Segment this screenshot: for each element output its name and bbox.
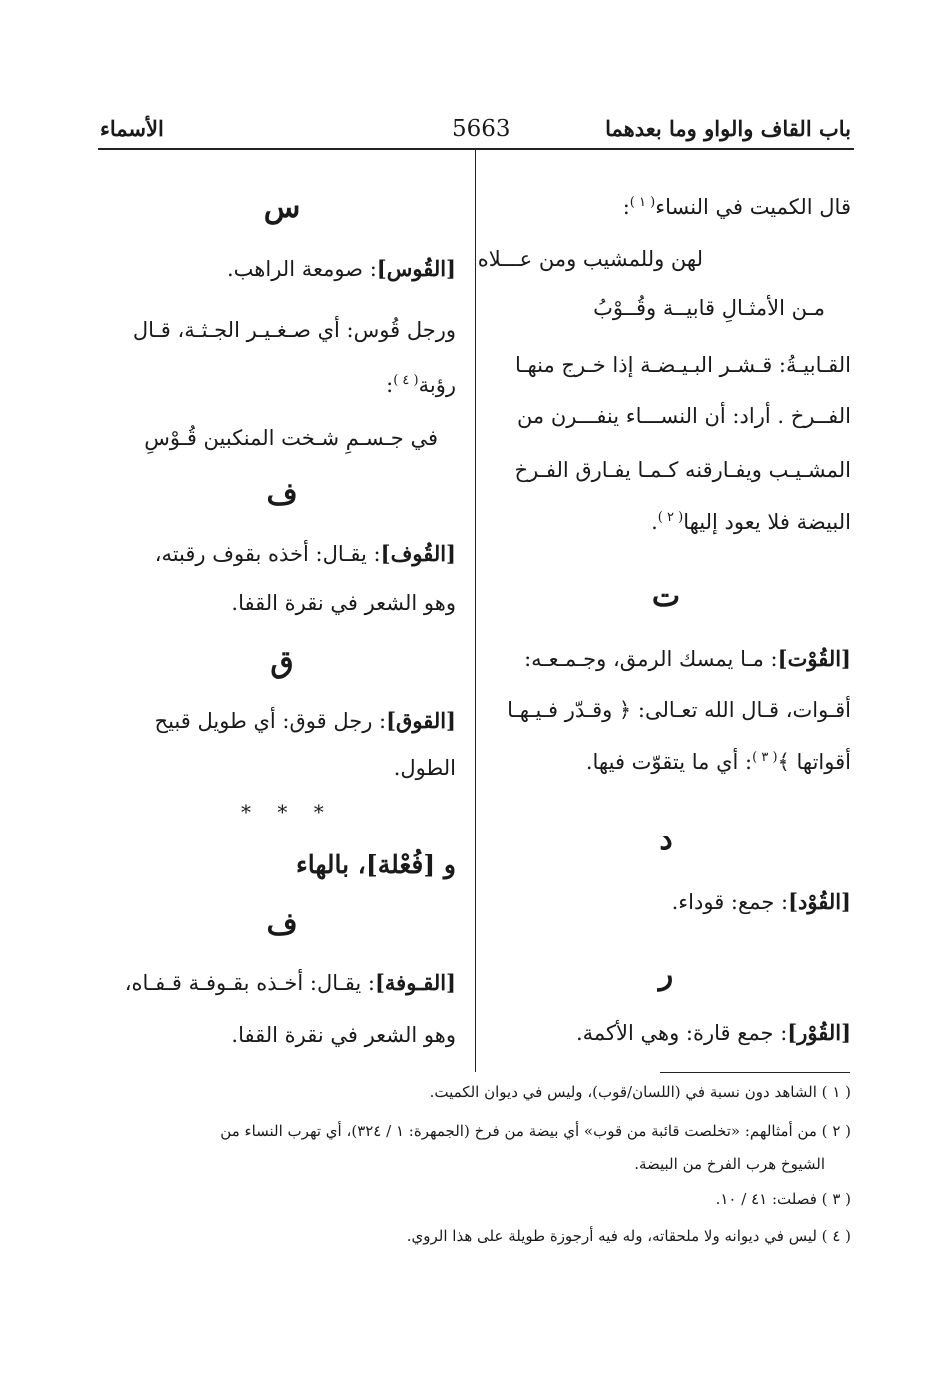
chapter-title: باب القاف والواو وما بعدهما — [605, 116, 851, 141]
footnote: ( ٤ ) ليس في ديوانه ولا ملحقاته، وله فيه أرجوزة طويلة على هذا الروي. — [406, 1227, 851, 1245]
entry-line: [القُوْر]: جمع قارة: وهي الأكمة. — [575, 1020, 851, 1045]
text-line: أقـوات، قـال الله تعـالى: ﴿ وقـدّر فـيـهـا — [507, 698, 851, 722]
text-line: البيضة فلا يعود إليها$^{( ٢ )}$. — [651, 510, 851, 534]
letter-heading-q: ق — [270, 645, 294, 680]
footnote: ( ١ ) الشاهد دون نسبة في (اللسان/قوب)، وليس في ديوان الكميت. — [429, 1083, 851, 1101]
letter-heading-f: ف — [266, 477, 298, 512]
text-line: المشـيـب ويفـارقنه كـمـا يفـارق الفـرخ — [514, 458, 851, 482]
text-line: وهو الشعر في نقرة القفا. — [231, 591, 456, 615]
text-line: الطول. — [393, 756, 456, 780]
verse-line: في جـسـمِ شـخت المنكبين قُـوْسِ — [144, 426, 438, 450]
section-separator: * * * — [241, 800, 334, 824]
verse-line: مـن الأمثـالِ قابيــة وقُــوْبُ — [593, 296, 825, 320]
entry-line: [القُوْد]: جمع: قوداء. — [671, 889, 851, 914]
letter-heading-r: ر — [658, 957, 674, 992]
footnote: ( ٣ ) فصلت: ٤١ / ١٠. — [715, 1190, 851, 1208]
verse-line: لهن وللمشيب ومن عـــلاه — [477, 247, 703, 271]
footnote-continuation: الشيوخ هرب الفرخ من البيضة. — [634, 1155, 825, 1173]
entry-headword: [القُوس] — [376, 256, 456, 281]
entry-line: [القُوس]: صومعة الراهب. — [227, 256, 456, 281]
footnote-ref: ( ٢ ) — [657, 510, 684, 525]
page-number: 5663 — [452, 116, 511, 142]
text-line: رؤبة$^{( ٤ )}$: — [386, 373, 456, 397]
entry-headword: [القوق] — [386, 708, 456, 733]
text-line: أقواتها ﴾$^{( ٣ )}$: أي ما يتقوّت فيها. — [585, 750, 851, 774]
letter-heading-d: د — [659, 822, 673, 857]
entry-headword: [القـوفة] — [374, 970, 456, 995]
entry-headword: [القُوْد] — [788, 889, 851, 914]
letter-heading-s: س — [263, 190, 301, 225]
footnote-ref: ( ١ ) — [629, 195, 656, 210]
footnote-rule — [660, 1072, 850, 1073]
entry-line: [القـوفة]: يقـال: أخـذه بقـوفـة قـفـاه، — [124, 970, 456, 995]
header-rule — [98, 148, 854, 150]
entry-line: [القوق]: رجل قوق: أي طويل قبيح — [154, 708, 456, 733]
entry-headword: [القُوْر] — [787, 1020, 851, 1045]
text-line: وهو الشعر في نقرة القفا. — [231, 1023, 456, 1047]
letter-heading-f: ف — [266, 907, 298, 942]
text-line: القـابيـةُ: قـشـر البـيـضـة إذا خـرج منهـا — [514, 353, 851, 377]
text-line: ورجل قُوس: أي صـغـيـر الجـثـة، قـال — [132, 318, 456, 342]
section-title: الأسماء — [100, 116, 164, 141]
footnote-ref: ( ٤ ) — [393, 373, 419, 388]
subsection-heading: و [فُعْلة]، بالهاء — [296, 850, 456, 879]
letter-heading-t: ت — [651, 579, 681, 614]
entry-line: [القُوف]: يقـال: أخذه بقوف رقبته، — [154, 541, 456, 566]
entry-line: [القُوْت]: مـا يمسك الرمق، وجـمـعـه: — [524, 646, 851, 671]
column-divider — [475, 150, 476, 1072]
footnote: ( ٢ ) من أمثالهم: «تخلصت قائبة من قوب» أي بيضة من فرخ (الجمهرة: ١ / ٣٢٤)، أي تهرب النساء من — [220, 1122, 851, 1140]
text-line: قال الكميت في النساء$^{( ١ )}$: — [622, 195, 851, 219]
entry-headword: [القُوف] — [380, 541, 456, 566]
text-line: الفــرخ . أراد: أن النســـاء ينفـــرن من — [516, 404, 851, 428]
footnote-ref: ( ٣ ) — [752, 750, 778, 765]
entry-headword: [القُوْت] — [777, 646, 851, 671]
